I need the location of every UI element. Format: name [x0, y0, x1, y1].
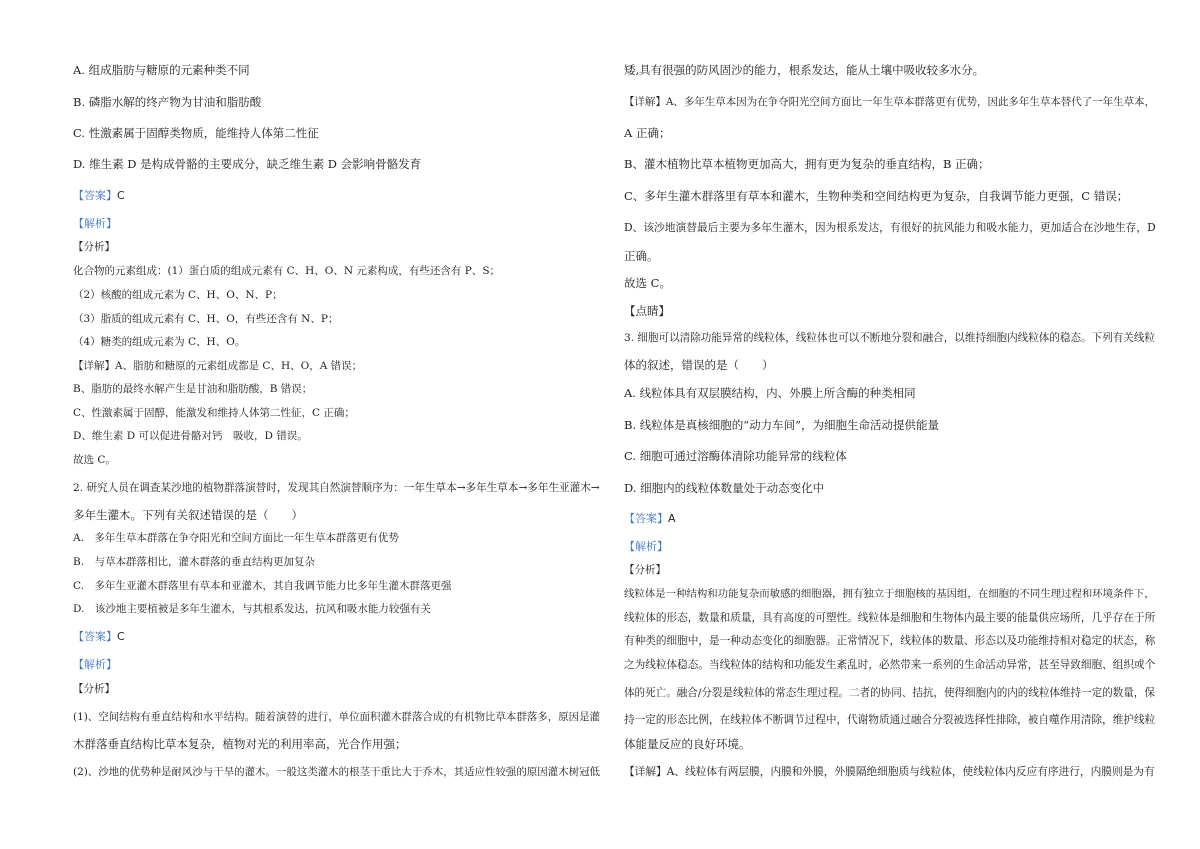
q3-fenxi-line-2: 线粒体的形态，数量和质量，具有高度的可塑性。线粒体是细胞和生物体内最主要的能量供应场所，几乎存在于所 [624, 611, 1156, 624]
q1-fenxi-line-4: （4）糖类的组成元素为 C、H、O。 [73, 336, 246, 348]
q2-option-a: A. 多年生草本群落在争夺阳光和空间方面比一年生草本群落更有优势 [73, 532, 399, 544]
q3-option-a: A. 线粒体具有双层膜结构，内、外膜上所含酶的种类相同 [624, 386, 916, 400]
q2-detail-line-2: B、灌木植物比草本植物更加高大，拥有更为复杂的垂直结构，B 正确； [624, 157, 990, 171]
q3-detail-line-1: 【详解】A、线粒体有两层膜，内膜和外膜，外膜隔绝细胞质与线粒体，使线粒体内反应有序进行，内膜则是为有 [624, 765, 1155, 778]
q3-fenxi-line-7: 体能量反应的良好环境。 [624, 737, 751, 751]
q3-option-c: C. 细胞可通过溶酶体清除功能异常的线粒体 [624, 449, 847, 463]
q2-stem-line-2: 多年生灌木。下列有关叙述错误的是（ ） [73, 508, 303, 522]
q2-detail-line-3: C、多年生灌木群落里有草本和灌木，生物种类和空间结构更为复杂，自我调节能力更强，C 错误； [624, 189, 1129, 203]
answer-value: C [117, 630, 125, 643]
q3-answer [624, 512, 676, 526]
q2-option-d: D. 该沙地主要植被是多年生灌木，与其根系发达，抗风和吸水能力较强有关 [73, 603, 431, 615]
q2-detail-line-1-cont: A 正确； [624, 126, 671, 140]
q2-fenxi-para-1-line-1: (1)、空间结构有垂直结构和水平结构。随着演替的进行，单位面积灌木群落合成的有机物比草本群落多，原因是灌 [73, 711, 601, 723]
q3-stem-line-1: 3. 细胞可以清除功能异常的线粒体，线粒体也可以不断地分裂和融合，以维持细胞内线粒体的稳态。下列有关线粒 [624, 332, 1155, 344]
q2-fenxi-para-1-line-2: 木群落垂直结构比草本复杂，植物对光的利用率高，光合作用强； [73, 737, 407, 751]
q2-detail-line-4-cont: 正确。 [624, 249, 659, 263]
answer-tag: 【答案】 [73, 189, 117, 202]
q1-detail-line-3: C、性激素属于固醇，能激发和维持人体第二性征，C 正确； [73, 407, 355, 419]
q1-fenxi-line-2: （2）核酸的组成元素为 C、H、O、N、P； [73, 289, 283, 301]
answer-tag: 【答案】 [624, 512, 668, 525]
q2-detail-line-1: 【详解】A、多年生草本因为在争夺阳光空间方面比一年生草本群落更有优势，因此多年生草本替代了一年生草本， [624, 96, 1155, 108]
q1-option-c: C. 性激素属于固醇类物质，能维持人体第二性征 [73, 126, 319, 140]
answer-value: C [117, 189, 125, 202]
q2-dianjing-heading: 【点睛】 [624, 304, 670, 318]
q3-fenxi-line-6: 持一定的形态比例，在线粒体不断调节过程中，代谢物质通过融合分裂被选择性排除，被自噬作用清除，维护线粒 [624, 713, 1156, 726]
q1-answer [73, 189, 125, 203]
q1-fenxi-line-3: （3）脂质的组成元素有 C、H、O，有些还含有 N、P； [73, 313, 339, 325]
q1-conclusion: 故选 C。 [73, 454, 116, 466]
q1-detail-line-1: 【详解】A、脂肪和糖原的元素组成都是 C、H、O，A 错误； [73, 360, 363, 372]
q2-analysis-tag: 【解析】 [73, 658, 117, 671]
q2-fenxi-heading: 【分析】 [73, 683, 115, 695]
q1-fenxi-heading: 【分析】 [73, 241, 115, 253]
q1-option-d: D. 维生素 D 是构成骨骼的主要成分，缺乏维生素 D 会影响骨骼发育 [73, 157, 422, 171]
q3-stem-line-2: 体的叙述，错误的是（ ） [624, 358, 774, 372]
q1-analysis-tag: 【解析】 [73, 217, 117, 230]
q3-fenxi-line-4: 之为线粒体稳态。当线粒体的结构和功能发生紊乱时，必然带来一系列的生命活动异常，甚至导致细胞、组织或个 [624, 658, 1156, 671]
answer-value: A [668, 512, 676, 525]
q2-fenxi-para-2-line-1: (2)、沙地的优势种是耐风沙与干旱的灌木。一般这类灌木的根茎干重比大于乔木，其适应性较强的原因灌木树冠低 [73, 766, 601, 778]
q3-fenxi-heading: 【分析】 [624, 564, 666, 576]
q3-fenxi-line-5: 体的死亡。融合/分裂是线粒体的常态生理过程。二者的协同、拮抗，使得细胞内的内的线粒体维持一定的数量，保 [624, 687, 1155, 699]
q1-option-b: B. 磷脂水解的终产物为甘油和脂肪酸 [73, 95, 262, 109]
q2-fenxi-para-2-line-2: 矮,具有很强的防风固沙的能力，根系发达，能从土壤中吸收较多水分。 [624, 63, 985, 77]
q2-detail-line-4: D、该沙地演替最后主要为多年生灌木，因为根系发达，有很好的抗风能力和吸水能力，更加适合在沙地生存，D [624, 221, 1156, 234]
q3-fenxi-line-3: 有种类的细胞中，是一种动态变化的细胞器。正常情况下，线粒体的数量、形态以及功能维持相对稳定的状态，称 [624, 634, 1156, 647]
q1-fenxi-line-1: 化合物的元素组成：(1）蛋白质的组成元素有 C、H、O、N 元素构成，有些还含有 P、S； [73, 265, 501, 277]
q2-option-c: C. 多年生亚灌木群落里有草本和亚灌木，其自我调节能力比多年生灌木群落更强 [73, 580, 452, 592]
answer-tag: 【答案】 [73, 630, 117, 643]
q3-analysis-tag: 【解析】 [624, 540, 668, 553]
q2-stem-line-1: 2. 研究人员在调查某沙地的植物群落演替时，发现其自然演替顺序为：一年生草本→多年生草本→多年生亚灌木→ [73, 482, 600, 494]
q2-answer [73, 630, 125, 644]
q3-fenxi-line-1: 线粒体是一种结构和功能复杂而敏感的细胞器，拥有独立于细胞核的基因组，在细胞的不同生理过程和环境条件下， [624, 588, 1155, 600]
q1-detail-line-4: D、维生素 D 可以促进骨骼对钙 吸收，D 错误。 [73, 430, 308, 442]
q1-option-a: A. 组成脂肪与糖原的元素种类不同 [73, 63, 250, 77]
q2-conclusion: 故选 C。 [624, 276, 671, 290]
q2-option-b: B. 与草本群落相比，灌木群落的垂直结构更加复杂 [73, 556, 316, 568]
q3-option-d: D. 细胞内的线粒体数量处于动态变化中 [624, 481, 825, 495]
q1-detail-line-2: B、脂肪的最终水解产生是甘油和脂肪酸，B 错误； [73, 383, 313, 395]
q3-option-b: B. 线粒体是真核细胞的“动力车间”，为细胞生命活动提供能量 [624, 418, 940, 432]
